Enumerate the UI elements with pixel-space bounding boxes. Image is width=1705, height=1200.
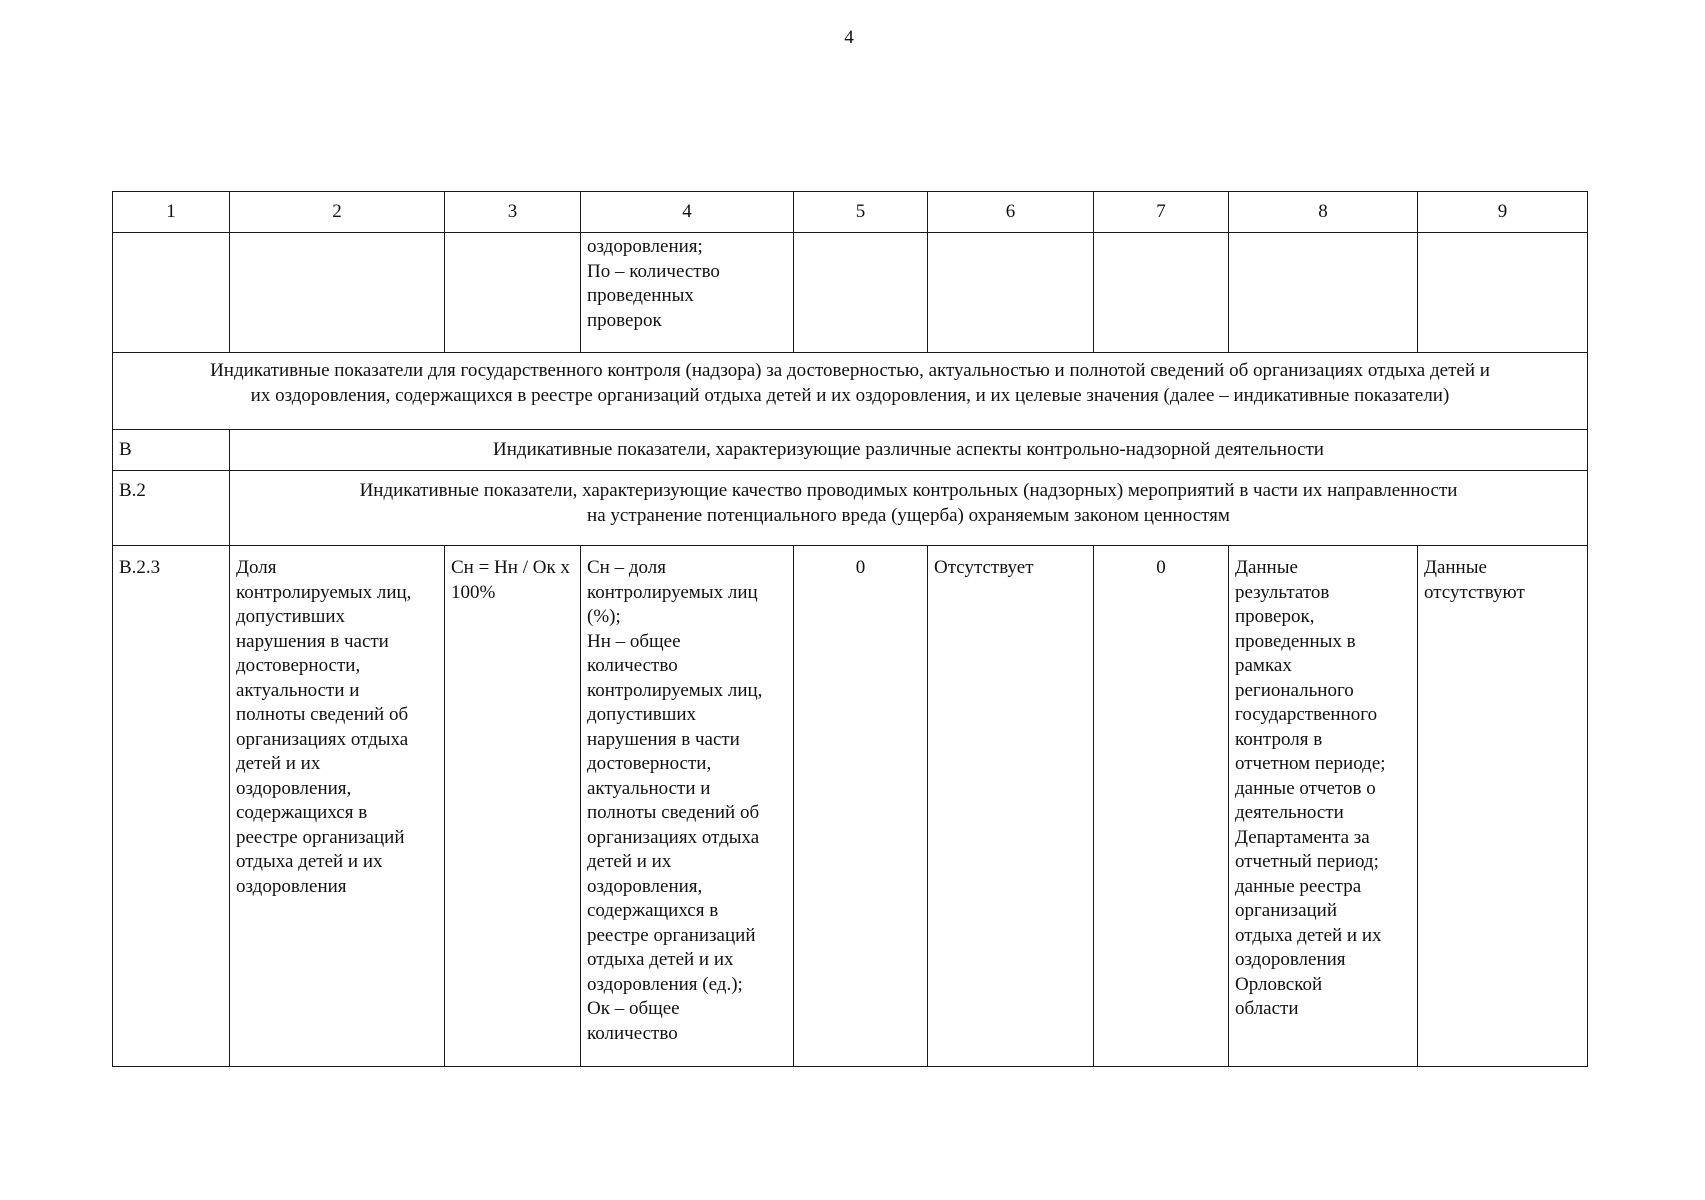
- cell-line: актуальности и: [587, 777, 711, 799]
- cell-line: По – количество: [587, 260, 720, 282]
- cell-line: Ок – общее: [587, 998, 680, 1019]
- empty-cell: [928, 233, 1094, 353]
- section-heading: [113, 353, 1588, 430]
- cell-line: содержащихся в: [587, 900, 719, 921]
- column-number: 1: [113, 192, 230, 233]
- cell-line: допустивших: [587, 704, 697, 725]
- section-heading-line: Индикативные показатели для государственного контроля (надзора) за достоверностью, актуальностью и полнотой сведений об организациях отдыха детей и: [210, 360, 1490, 381]
- indicator-col6-value: Отсутствует: [928, 546, 1094, 1067]
- group-title: Индикативные показатели, характеризующие различные аспекты контрольно-надзорной деятельности: [230, 430, 1588, 471]
- column-number-row: [113, 192, 1588, 233]
- indicator-row-b23: [113, 546, 1588, 1067]
- cell-line: 100%: [451, 581, 496, 603]
- cell-line: отдыха детей и их: [1235, 924, 1382, 946]
- indicator-col9-value: [1418, 546, 1588, 1067]
- group-title-line: Индикативные показатели, характеризующие качество проводимых контрольных (надзорных) мероприятий в части их направленности: [359, 480, 1458, 501]
- cell-line: данные отчетов о: [1235, 777, 1376, 799]
- section-heading-row: [113, 353, 1588, 430]
- cell-line: Данные: [1424, 557, 1487, 578]
- cell-line: организациях отдыха: [587, 826, 760, 848]
- cell-line: отчетном периоде;: [1235, 753, 1386, 774]
- cell-line: полноты сведений об: [587, 802, 760, 823]
- cell-line: реестре организаций: [587, 924, 756, 946]
- cell-line: количество: [587, 655, 678, 676]
- group-b2-row: [113, 471, 1588, 546]
- cell-line: достоверности,: [236, 655, 361, 676]
- column-number: 6: [928, 192, 1094, 233]
- column-number: 7: [1094, 192, 1229, 233]
- cell-line: контролируемых лиц,: [236, 581, 412, 603]
- cell-line: нарушения в части: [587, 728, 740, 750]
- empty-cell: [1094, 233, 1229, 353]
- column-number: 9: [1418, 192, 1588, 233]
- group-title-line: на устранение потенциального вреда (ущерба) охраняемым законом ценностям: [587, 504, 1230, 526]
- cell-line: области: [1235, 998, 1299, 1019]
- cell-line: организаций: [1235, 900, 1338, 921]
- cell-line: отчетный период;: [1235, 851, 1379, 872]
- empty-cell: [445, 233, 581, 353]
- column-number: 4: [581, 192, 794, 233]
- cell-line: отдыха детей и их: [587, 949, 734, 970]
- empty-cell: [113, 233, 230, 353]
- cell-line: (%);: [587, 606, 621, 627]
- cell-line: допустивших: [236, 606, 346, 627]
- empty-cell: [1418, 233, 1588, 353]
- indicator-name: [230, 546, 445, 1067]
- cell-line: регионального: [1235, 679, 1354, 701]
- cell-line: Сн = Нн / Ок x: [451, 557, 570, 578]
- empty-cell: [1229, 233, 1418, 353]
- cell-line: контроля в: [1235, 728, 1323, 750]
- cell-line: рамках: [1235, 655, 1292, 676]
- cell-line: проверок,: [1235, 606, 1315, 627]
- section-heading-line: их оздоровления, содержащихся в реестре организаций отдыха детей и их оздоровления, и их целевые значения (далее – индикативные показатели): [250, 384, 1450, 406]
- cell-line: оздоровления;: [587, 236, 703, 257]
- cell-line: достоверности,: [587, 753, 712, 774]
- empty-cell: [230, 233, 445, 353]
- cell-line: количество: [587, 1022, 678, 1044]
- cell-line: оздоровления,: [236, 777, 352, 799]
- cell-line: деятельности: [1235, 802, 1344, 823]
- cell-line: актуальности и: [236, 679, 360, 701]
- indicators-table: [112, 191, 1588, 1067]
- cell-line: результатов: [1235, 581, 1330, 603]
- empty-cell: [794, 233, 928, 353]
- cell-line: содержащихся в: [236, 802, 368, 823]
- group-b-row: [113, 430, 1588, 471]
- cell-line: отдыха детей и их: [236, 851, 383, 872]
- continuation-definitions-cell: [581, 233, 794, 353]
- indicator-code: В.2.3: [113, 546, 230, 1067]
- cell-line: оздоровления: [236, 875, 347, 897]
- column-number: 2: [230, 192, 445, 233]
- cell-line: Департамента за: [1235, 826, 1370, 848]
- cell-line: контролируемых лиц: [587, 581, 758, 603]
- cell-line: Данные: [1235, 557, 1298, 578]
- group-title: [230, 471, 1588, 546]
- cell-line: нарушения в части: [236, 630, 389, 652]
- cell-line: полноты сведений об: [236, 704, 409, 725]
- column-number: 3: [445, 192, 581, 233]
- indicator-formula: [445, 546, 581, 1067]
- cell-line: организациях отдыха: [236, 728, 409, 750]
- cell-line: проверок: [587, 309, 662, 331]
- indicator-col7-value: 0: [1094, 546, 1229, 1067]
- cell-line: отсутствуют: [1424, 581, 1525, 603]
- cell-line: оздоровления,: [587, 875, 703, 897]
- cell-line: контролируемых лиц,: [587, 679, 763, 701]
- cell-line: Сн – доля: [587, 557, 666, 578]
- continuation-row: [113, 233, 1588, 353]
- indicator-sources: [1229, 546, 1418, 1067]
- cell-line: Доля: [236, 557, 277, 578]
- cell-line: данные реестра: [1235, 875, 1362, 897]
- cell-line: оздоровления (ед.);: [587, 973, 743, 995]
- indicator-col5-value: 0: [794, 546, 928, 1067]
- cell-line: Нн – общее: [587, 630, 681, 652]
- cell-line: Орловской: [1235, 973, 1323, 995]
- group-code: В.2: [113, 471, 230, 546]
- cell-line: государственного: [1235, 704, 1378, 725]
- cell-line: оздоровления: [1235, 949, 1346, 970]
- cell-line: детей и их: [587, 851, 672, 872]
- cell-line: проведенных в: [1235, 630, 1356, 652]
- column-number: 8: [1229, 192, 1418, 233]
- group-code: В: [113, 430, 230, 471]
- column-number: 5: [794, 192, 928, 233]
- cell-line: реестре организаций: [236, 826, 405, 848]
- indicator-definitions: [581, 546, 794, 1067]
- page-number: 4: [844, 27, 854, 48]
- cell-line: проведенных: [587, 285, 694, 306]
- cell-line: детей и их: [236, 753, 321, 774]
